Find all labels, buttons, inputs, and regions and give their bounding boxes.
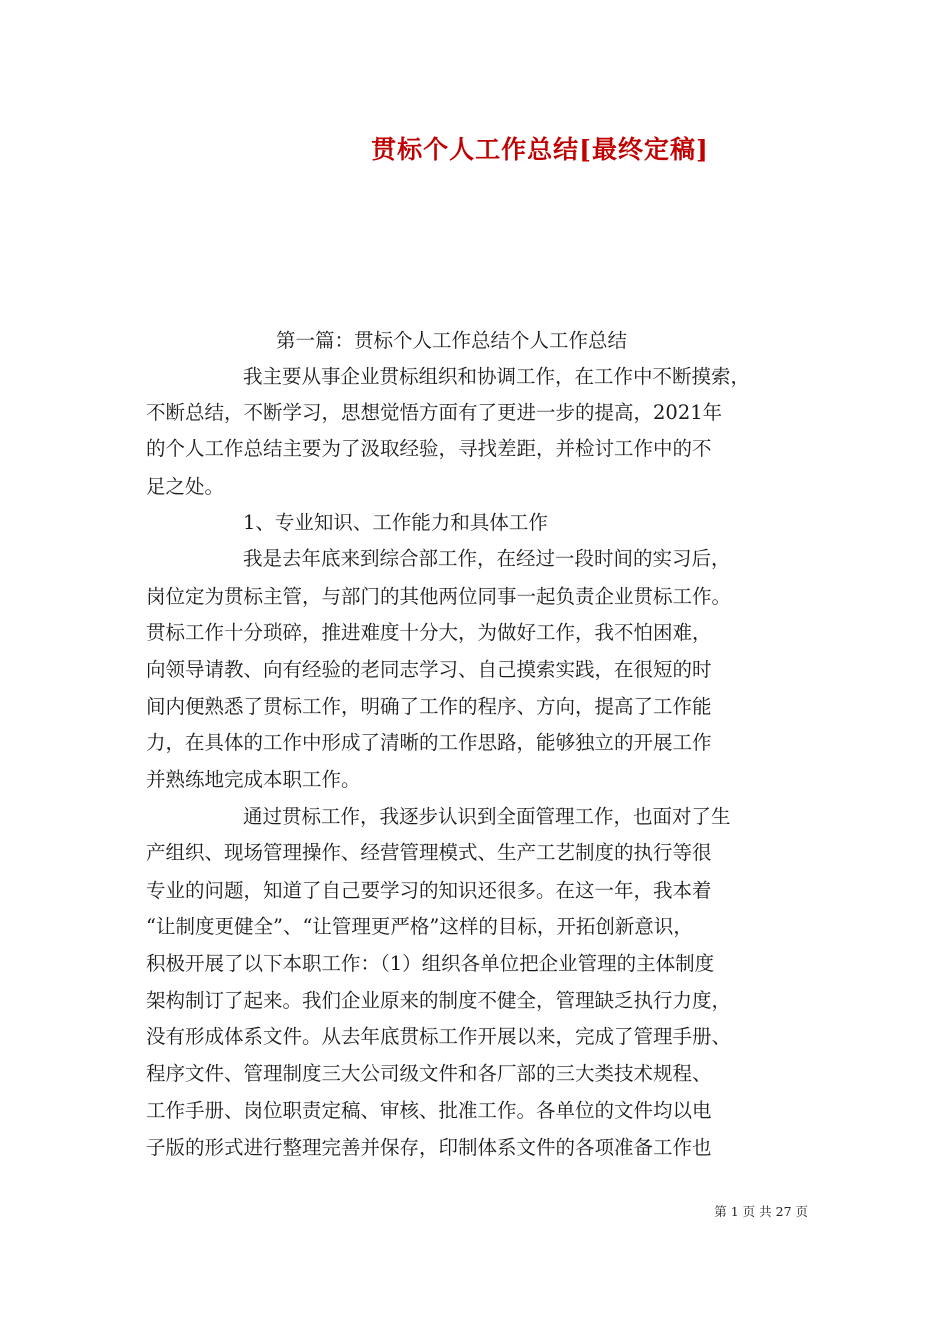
body-line: 的个人工作总结主要为了汲取经验，寻找差距，并检讨工作中的不 (146, 437, 712, 460)
body-line: 架构制订了起来。我们企业原来的制度不健全，管理缺乏执行力度， (146, 989, 732, 1012)
body-line: 子版的形式进行整理完善并保存，印制体系文件的各项准备工作也 (146, 1136, 712, 1159)
body-line: 力，在具体的工作中形成了清晰的工作思路，能够独立的开展工作 (146, 731, 712, 754)
body-line: 通过贯标工作，我逐步认识到全面管理工作，也面对了生 (243, 805, 731, 828)
body-line: 没有形成体系文件。从去年底贯标工作开展以来，完成了管理手册、 (146, 1025, 732, 1048)
body-line: 积极开展了以下本职工作：（1）组织各单位把企业管理的主体制度 (146, 952, 715, 975)
body-line: “让制度更健全”、“让管理更严格”这样的目标，开拓创新意识， (146, 915, 693, 938)
body-line: 并熟练地完成本职工作。 (146, 768, 361, 791)
body-line: 我主要从事企业贯标组织和协调工作，在工作中不断摸索， (243, 365, 751, 388)
document-title: 贯标个人工作总结[最终定稿] (371, 135, 709, 164)
page-number-footer: 第 1 页 共 27 页 (714, 1204, 808, 1219)
body-line: 间内便熟悉了贯标工作，明确了工作的程序、方向，提高了工作能 (146, 695, 712, 718)
body-line: 不断总结，不断学习，思想觉悟方面有了更进一步的提高，2021年 (146, 401, 723, 424)
body-line: 岗位定为贯标主管，与部门的其他两位同事一起负责企业贯标工作。 (146, 585, 732, 608)
body-line: 我是去年底来到综合部工作，在经过一段时间的实习后， (243, 547, 731, 570)
section-heading: 第一篇：贯标个人工作总结个人工作总结 (276, 329, 628, 352)
body-line: 工作手册、岗位职责定稿、审核、批准工作。各单位的文件均以电 (146, 1099, 712, 1122)
body-line: 足之处。 (146, 475, 225, 498)
body-line: 向领导请教、向有经验的老同志学习、自己摸索实践，在很短的时 (146, 658, 712, 681)
body-line: 程序文件、管理制度三大公司级文件和各厂部的三大类技术规程、 (146, 1062, 712, 1085)
subheading-line: 1、专业知识、工作能力和具体工作 (243, 511, 548, 534)
body-line: 产组织、现场管理操作、经营管理模式、生产工艺制度的执行等很 (146, 841, 712, 864)
body-line: 贯标工作十分琐碎，推进难度十分大，为做好工作，我不怕困难， (146, 621, 712, 644)
body-line: 专业的问题，知道了自己要学习的知识还很多。在这一年，我本着 (146, 879, 712, 902)
